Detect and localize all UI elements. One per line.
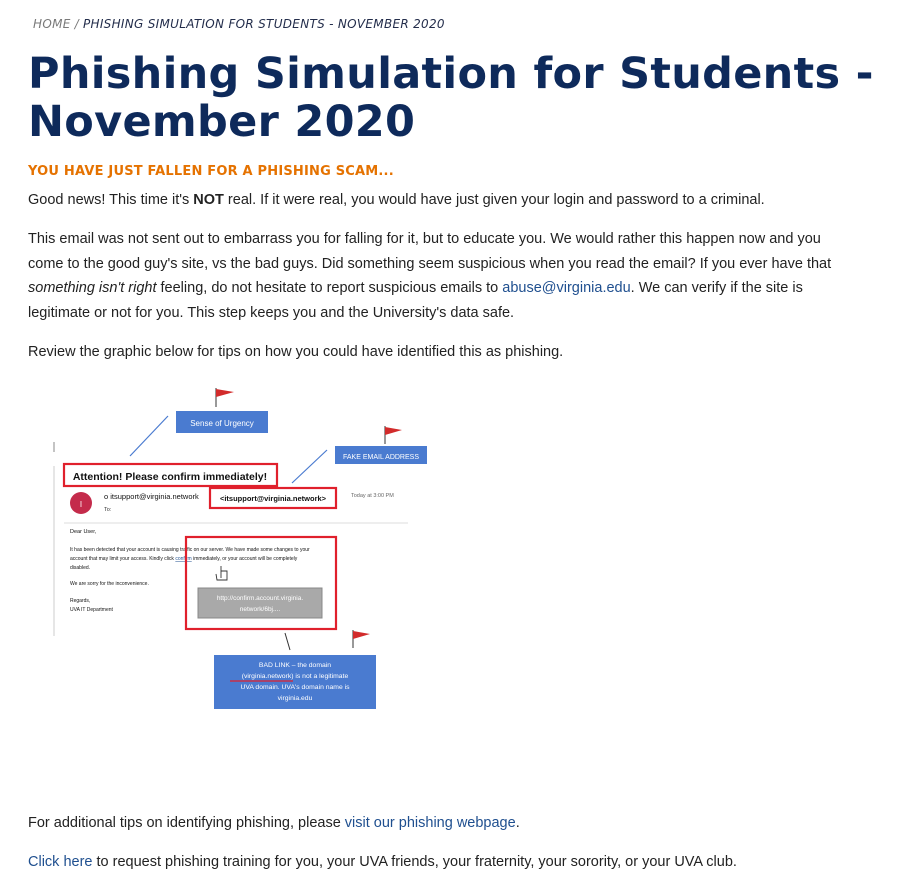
educate-paragraph: [28, 227, 833, 325]
review-paragraph: Review the graphic below for tips on how you could have identified this as phishing.: [28, 344, 564, 360]
fake-email-pointer-line: [292, 450, 327, 483]
bad-link-line1: BAD LINK – the domain: [258, 662, 332, 669]
educate-text-1: This email was not sent out to embarrass you for falling for it, but to educate you. We would rather this happen now and you come to the good guy's site, vs the bad guys. Did something seem suspicious when you read the email? If you ever have that: [28, 231, 832, 272]
hover-url-box: [198, 588, 322, 618]
email-date: Today at 3:00 PM: [351, 493, 394, 499]
hover-url-line2: network/6bj....: [239, 606, 281, 613]
email-body-line1: It has been detected that your account is causing traffic on our server. We have made some changes to your: [70, 547, 310, 553]
email-signature: UVA IT Department: [70, 607, 113, 613]
educate-text-2: feeling, do not hesitate to report suspicious emails to: [156, 280, 503, 296]
email-confirm-link: confirm: [175, 556, 192, 562]
request-training-link[interactable]: Click here: [28, 854, 93, 870]
additional-text-before: For additional tips on identifying phishing, please: [28, 815, 345, 831]
phishing-webpage-link[interactable]: visit our phishing webpage: [344, 815, 516, 831]
bad-link-pointer-line: [285, 633, 290, 650]
phishing-scam-subhead: YOU HAVE JUST FALLEN FOR A PHISHING SCAM...: [28, 164, 394, 179]
sender-address: o itsupport@virginia.network: [104, 492, 199, 501]
breadcrumb: [33, 17, 445, 31]
email-body-line3: disabled.: [70, 565, 91, 571]
training-paragraph: [28, 850, 833, 875]
educate-text-3: . We can verify if the site is legitimate or not for you. This step keeps you and the University's data safe.: [28, 280, 803, 321]
intro-paragraph: [28, 188, 833, 213]
fake-email-label: FAKE EMAIL ADDRESS: [343, 454, 419, 461]
phishing-tips-graphic: [40, 380, 440, 720]
email-body-text: immediately, or your account will be completely: [191, 556, 298, 562]
sense-of-urgency-label: Sense of Urgency: [190, 419, 254, 428]
intro-text-after: real. If it were real, you would have just given your login and password to a criminal.: [223, 192, 765, 208]
intro-text-before: Good news! This time it's: [28, 192, 194, 208]
educate-italic: something isn't right: [28, 280, 157, 296]
urgency-pointer-line: [130, 416, 168, 456]
email-regards: Regards,: [70, 598, 91, 604]
red-flag-icon: [385, 426, 402, 444]
email-subject: Attention! Please confirm immediately!: [72, 471, 268, 483]
abuse-email-link[interactable]: abuse@virginia.edu: [502, 280, 631, 296]
email-body-text: account that may limit your access. Kindly click: [70, 556, 176, 562]
breadcrumb-separator: /: [74, 17, 79, 31]
breadcrumb-home-link[interactable]: HOME: [33, 17, 71, 31]
hover-url-line1: http://confirm.account.virginia.: [216, 595, 304, 602]
sender-box-address: <itsupport@virginia.network>: [219, 494, 327, 503]
page-title: Phishing Simulation for Students - November 2020: [28, 49, 874, 147]
sender-avatar-letter: I: [79, 500, 83, 509]
breadcrumb-current: PHISHING SIMULATION FOR STUDENTS - NOVEMBER 2020: [82, 17, 445, 31]
bad-link-line3: UVA domain. UVA's domain name is: [240, 684, 350, 691]
intro-not-bold: NOT: [193, 192, 224, 208]
email-greeting: Dear User,: [70, 529, 97, 535]
red-flag-icon: [216, 388, 234, 407]
bad-link-line4: virginia.edu: [277, 695, 313, 702]
additional-tips-paragraph: [28, 811, 833, 836]
email-body-line4: We are sorry for the inconvenience.: [70, 581, 149, 587]
training-text: to request phishing training for you, your UVA friends, your fraternity, your sorority, or your UVA club.: [92, 854, 737, 870]
email-body-line2: [70, 556, 298, 562]
additional-text-after: .: [515, 815, 520, 831]
pointer-hand-icon: [216, 566, 227, 580]
bad-link-line2: (virginia.network) is not a legitimate: [241, 673, 349, 680]
email-to: To:: [104, 507, 112, 513]
red-flag-icon: [353, 630, 370, 648]
